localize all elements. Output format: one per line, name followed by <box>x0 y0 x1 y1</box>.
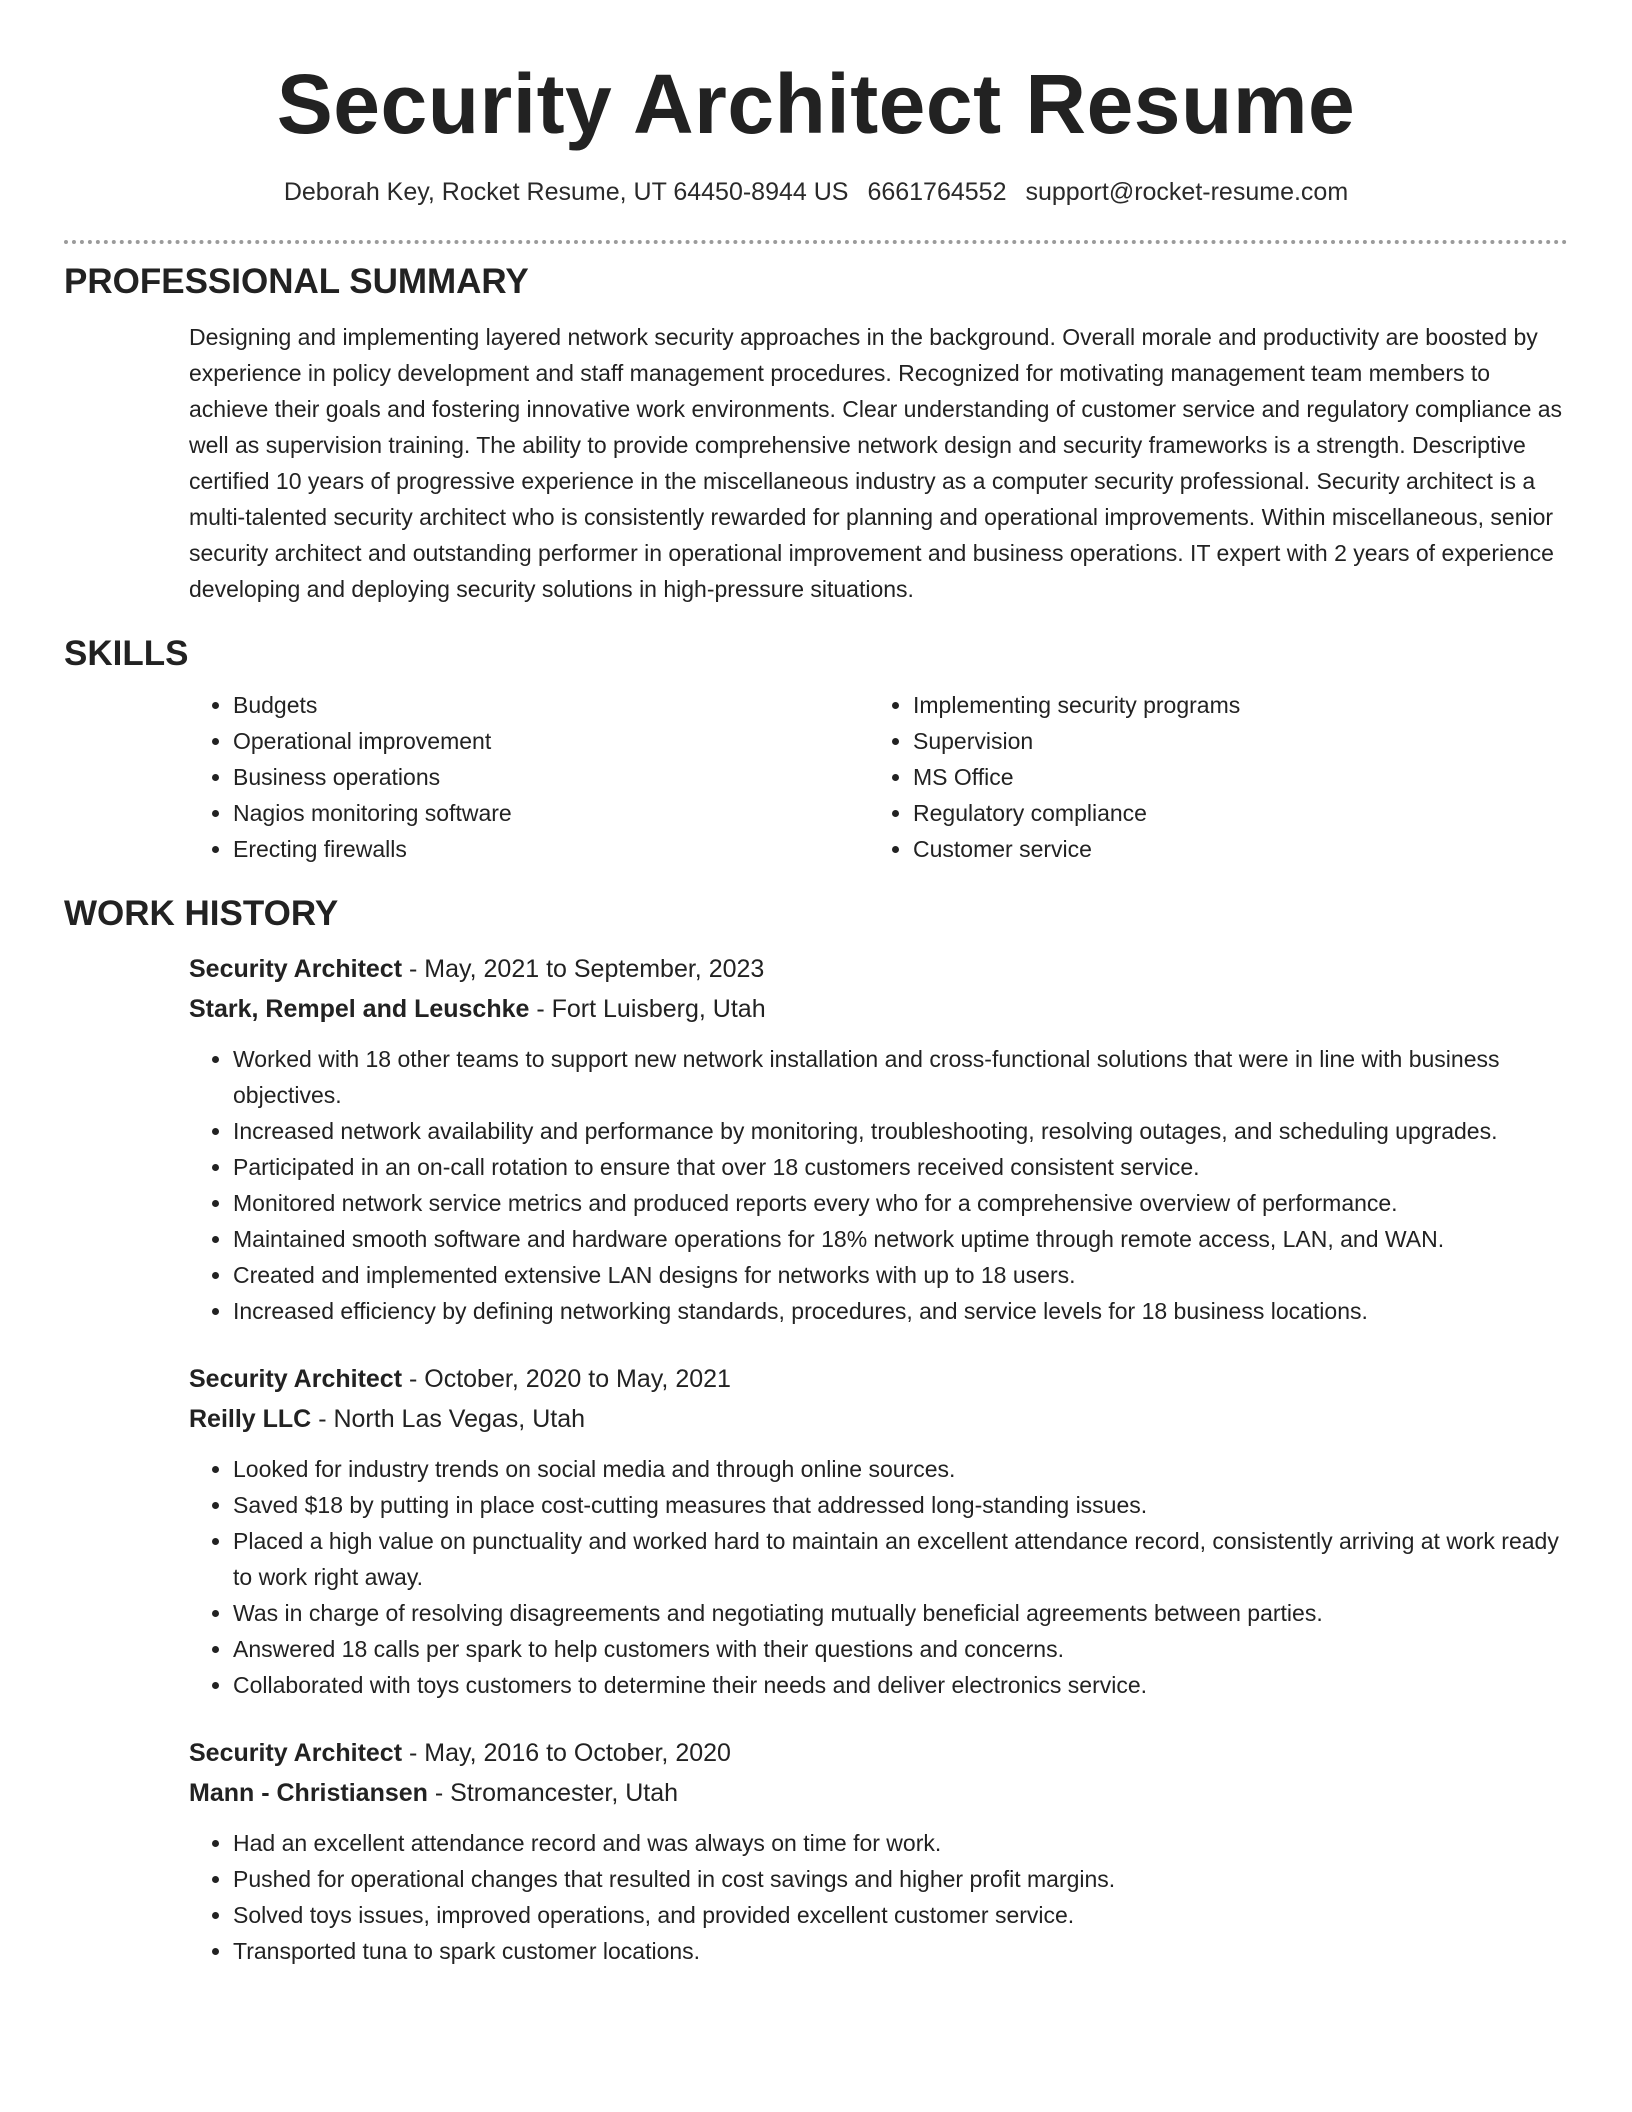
job-company-line <box>189 1773 1568 1813</box>
job-bullet: • Monitored network service metrics and produced reports every who for a comprehensive overview of performance. <box>233 1185 1568 1221</box>
job-bullets <box>189 1041 1568 1329</box>
job-location: - North Las Vegas, Utah <box>311 1405 586 1433</box>
job-bullet: • Transported tuna to spark customer locations. <box>233 1933 1568 1969</box>
skills-column-right <box>869 687 1504 867</box>
skills-grid <box>189 687 1568 867</box>
work-history-section <box>0 889 1632 1969</box>
job-title: Security Architect <box>189 1365 403 1393</box>
job-bullet: • Solved toys issues, improved operations, and provided excellent customer service. <box>233 1897 1568 1933</box>
job-bullet: • Had an excellent attendance record and was always on time for work. <box>233 1825 1568 1861</box>
job-bullet: • Worked with 18 other teams to support new network installation and cross-functional solutions that were in line with business objectives. <box>233 1041 1568 1113</box>
contact-email: support@rocket-resume.com <box>1025 178 1349 206</box>
job-company: Reilly LLC <box>189 1405 312 1433</box>
skill-item: • Erecting firewalls <box>233 831 869 867</box>
job-company-line <box>189 1399 1568 1439</box>
job-bullet: • Pushed for operational changes that resulted in cost savings and higher profit margins. <box>233 1861 1568 1897</box>
skill-item: • Customer service <box>913 831 1504 867</box>
job-title: Security Architect <box>189 1739 403 1767</box>
job-location: - Stromancester, Utah <box>427 1779 679 1807</box>
job-title-line <box>189 949 1568 989</box>
skills-column-left <box>189 687 869 867</box>
job-bullet: • Collaborated with toys customers to determine their needs and deliver electronics service. <box>233 1667 1568 1703</box>
contact-phone: 6661764552 <box>867 178 1007 206</box>
header-divider <box>64 240 1568 244</box>
contact-line <box>0 174 1632 210</box>
job-dates: - May, 2021 to September, 2023 <box>402 955 765 983</box>
job-entry <box>189 949 1568 1329</box>
skill-item: • MS Office <box>913 759 1504 795</box>
skill-item: • Regulatory compliance <box>913 795 1504 831</box>
resume-header <box>0 0 1632 210</box>
job-entry <box>189 1359 1568 1703</box>
skill-item: • Supervision <box>913 723 1504 759</box>
skill-item: • Implementing security programs <box>913 687 1504 723</box>
job-company-line <box>189 989 1568 1029</box>
job-dates: - May, 2016 to October, 2020 <box>402 1739 731 1767</box>
job-entry <box>189 1733 1568 1969</box>
job-bullet: • Participated in an on-call rotation to ensure that over 18 customers received consistent service. <box>233 1149 1568 1185</box>
job-bullet: • Answered 18 calls per spark to help customers with their questions and concerns. <box>233 1631 1568 1667</box>
job-bullet: • Created and implemented extensive LAN designs for networks with up to 18 users. <box>233 1257 1568 1293</box>
job-title-line <box>189 1733 1568 1773</box>
job-company: Mann - Christiansen <box>189 1779 428 1807</box>
job-dates: - October, 2020 to May, 2021 <box>402 1365 731 1393</box>
section-title-work-history: WORK HISTORY <box>64 894 339 933</box>
job-title: Security Architect <box>189 955 403 983</box>
skills-section <box>0 629 1632 867</box>
job-bullet: • Placed a high value on punctuality and worked hard to maintain an excellent attendance record, consistently arriving at work ready to work right away. <box>233 1523 1568 1595</box>
contact-address: Deborah Key, Rocket Resume, UT 64450-8944 US <box>283 178 849 206</box>
job-bullet: • Looked for industry trends on social media and through online sources. <box>233 1451 1568 1487</box>
skill-item: • Operational improvement <box>233 723 869 759</box>
section-title-summary: PROFESSIONAL SUMMARY <box>64 262 529 301</box>
job-bullet: • Increased network availability and performance by monitoring, troubleshooting, resolving outages, and scheduling upgrades. <box>233 1113 1568 1149</box>
professional-summary-section <box>0 257 1632 607</box>
job-bullet: • Was in charge of resolving disagreements and negotiating mutually beneficial agreements between parties. <box>233 1595 1568 1631</box>
section-title-skills: SKILLS <box>64 634 189 673</box>
job-bullet: • Maintained smooth software and hardware operations for 18% network uptime through remote access, LAN, and WAN. <box>233 1221 1568 1257</box>
skill-item: • Nagios monitoring software <box>233 795 869 831</box>
job-bullet: • Saved $18 by putting in place cost-cutting measures that addressed long-standing issues. <box>233 1487 1568 1523</box>
skill-item: • Budgets <box>233 687 869 723</box>
resume-title: Security Architect Resume <box>276 57 1356 151</box>
job-bullets <box>189 1825 1568 1969</box>
job-title-line <box>189 1359 1568 1399</box>
summary-text: Designing and implementing layered network security approaches in the background. Overall morale and productivity are boosted by experience in policy development and staff management procedures. Recognized for motivating management team members to achieve their goals and fostering innovative work environments. Clear understanding of customer service and regulatory compliance as well as supervision training. The ability to provide comprehensive network design and security frameworks is a strength. Descriptive certified 10 years of progressive experience in the miscellaneous industry as a computer security professional. Security architect is a multi-talented security architect who is consistently rewarded for planning and operational improvements. Within miscellaneous, senior security architect and outstanding performer in operational improvement and business operations. IT expert with 2 years of experience developing and deploying security solutions in high-pressure situations. <box>189 324 1563 602</box>
skill-item: • Business operations <box>233 759 869 795</box>
job-bullets <box>189 1451 1568 1703</box>
job-company: Stark, Rempel and Leuschke <box>189 995 530 1023</box>
job-bullet: • Increased efficiency by defining networking standards, procedures, and service levels for 18 business locations. <box>233 1293 1568 1329</box>
job-location: - Fort Luisberg, Utah <box>529 995 766 1023</box>
